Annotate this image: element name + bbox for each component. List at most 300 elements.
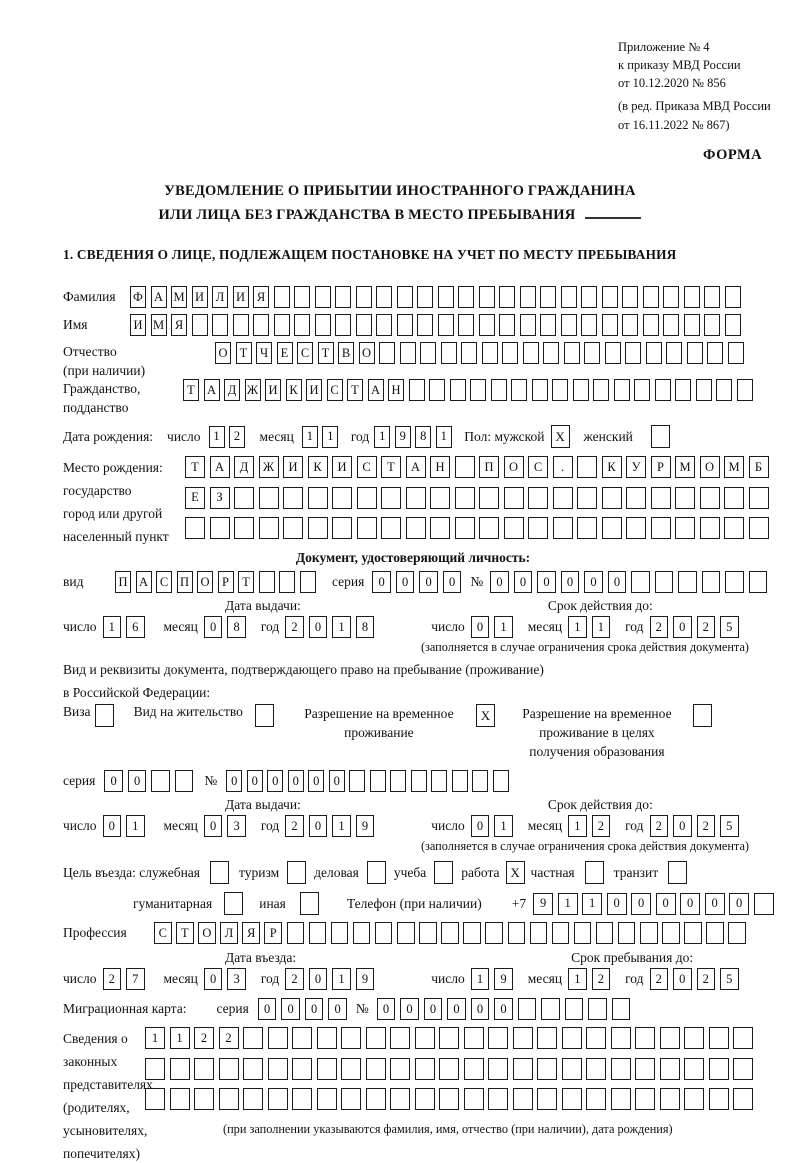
- form-cell: У: [626, 456, 646, 478]
- forma-label: ФОРМА: [703, 147, 763, 163]
- form-cell: О: [215, 342, 231, 364]
- form-cell: [684, 1088, 704, 1110]
- form-cell: 1: [322, 426, 338, 448]
- form-cell: [292, 1058, 312, 1080]
- form-cell: Н: [430, 456, 450, 478]
- form-cell: 2: [650, 815, 669, 837]
- form-cell: [420, 342, 436, 364]
- form-cell: М: [171, 286, 187, 308]
- form-cell: [577, 487, 597, 509]
- form-cell: [455, 517, 475, 539]
- form-cell: 1: [494, 815, 513, 837]
- form-cell: 0: [471, 616, 490, 638]
- form-cell: 0: [447, 998, 466, 1020]
- form-cell: [308, 487, 328, 509]
- form-cell: [479, 286, 495, 308]
- form-cell: [706, 922, 724, 944]
- form-cell: [308, 517, 328, 539]
- form-cell: [375, 922, 393, 944]
- form-cell: [725, 571, 744, 593]
- form-cell: [452, 770, 468, 792]
- stay-date: [431, 968, 753, 990]
- form-cell: 0: [705, 893, 725, 915]
- form-cell: 6: [126, 616, 145, 638]
- form-cell: 2: [229, 426, 245, 448]
- form-cell: 1: [471, 968, 490, 990]
- form-cell: [438, 286, 454, 308]
- business-checkbox: [367, 861, 386, 884]
- form-cell: Н: [388, 379, 404, 401]
- form-cell: 5: [720, 968, 739, 990]
- representatives-label-line6: попечителях): [63, 1146, 140, 1161]
- representatives-label-line2: законных: [63, 1054, 118, 1069]
- form-cell: [397, 922, 415, 944]
- form-cell: [219, 1088, 239, 1110]
- form-cell: [562, 1027, 582, 1049]
- day-label: число: [431, 818, 465, 833]
- form-cell: 8: [227, 616, 246, 638]
- form-cell: 2: [285, 616, 304, 638]
- form-cell: [397, 314, 413, 336]
- day-label: число: [63, 818, 97, 833]
- transit-checkbox: [668, 861, 687, 884]
- work-label: работа: [461, 864, 500, 880]
- form-cell: [754, 893, 774, 915]
- form-cell: [733, 1058, 753, 1080]
- form-cell: [274, 314, 290, 336]
- form-cell: К: [286, 379, 302, 401]
- humanitarian-label: гуманитарная: [133, 895, 213, 911]
- form-cell: [499, 286, 515, 308]
- form-cell: [574, 922, 592, 944]
- form-cell: Е: [277, 342, 293, 364]
- representatives-label-line3: представителях: [63, 1077, 153, 1092]
- doc-iss-month-cells: [204, 616, 251, 638]
- year-label: год: [625, 971, 644, 986]
- permit-val-day-cells: [471, 815, 518, 837]
- legal-line: от 10.12.2020 № 856: [618, 76, 726, 91]
- doc-dates-row: [63, 616, 789, 638]
- edu-permit-line1: Разрешение на временное: [522, 706, 672, 721]
- form-cell: [274, 286, 290, 308]
- form-cell: [562, 1058, 582, 1080]
- private-label: частная: [530, 864, 575, 880]
- form-cell: [704, 314, 720, 336]
- doc-no-label: №: [470, 574, 484, 589]
- form-cell: 1: [568, 815, 587, 837]
- form-cell: 0: [103, 815, 122, 837]
- form-cell: [553, 487, 573, 509]
- form-cell: [175, 770, 194, 792]
- form-cell: [573, 379, 589, 401]
- form-cell: [283, 487, 303, 509]
- form-cell: [700, 517, 720, 539]
- stay-day-cells: [471, 968, 518, 990]
- form-cell: Л: [220, 922, 238, 944]
- sex-male-label: Пол: мужской: [464, 428, 545, 444]
- residence-label: Вид на жительство: [133, 704, 243, 719]
- form-body: [63, 286, 789, 1163]
- form-cell: [335, 286, 351, 308]
- title-blank-line: [585, 204, 641, 219]
- form-cell: [660, 1027, 680, 1049]
- stay-year-cells: [650, 968, 744, 990]
- form-cell: 0: [288, 770, 304, 792]
- form-cell: [581, 314, 597, 336]
- form-cell: [696, 379, 712, 401]
- permit-issue-date: [63, 815, 389, 837]
- form-cell: 0: [309, 968, 328, 990]
- form-cell: 8: [415, 426, 431, 448]
- form-cell: 2: [103, 968, 122, 990]
- form-cell: [309, 922, 327, 944]
- form-cell: 8: [356, 616, 375, 638]
- form-cell: [537, 1058, 557, 1080]
- form-cell: 2: [650, 968, 669, 990]
- edu-permit-checkbox: [693, 704, 712, 727]
- form-title-line2: [0, 204, 800, 228]
- form-cell: 0: [309, 815, 328, 837]
- permit-val-month-cells: [568, 815, 615, 837]
- form-cell: Р: [651, 456, 671, 478]
- form-cell: [561, 314, 577, 336]
- birthplace-label-line4: населенный пункт: [63, 529, 169, 544]
- entry-day-cells: [103, 968, 150, 990]
- form-cell: 0: [680, 893, 700, 915]
- doc-seriya-cells: [372, 571, 466, 593]
- form-cell: 0: [471, 815, 490, 837]
- form-cell: [684, 922, 702, 944]
- form-cell: [294, 314, 310, 336]
- form-cell: [370, 770, 386, 792]
- form-cell: И: [332, 456, 352, 478]
- form-cell: Т: [183, 379, 199, 401]
- name-cells: [130, 314, 745, 336]
- form-cell: [749, 517, 769, 539]
- form-cell: [602, 487, 622, 509]
- patronymic-cells: [215, 342, 748, 364]
- other-checkbox: [300, 892, 319, 915]
- form-cell: [381, 517, 401, 539]
- legal-reference: [618, 38, 771, 134]
- form-cell: [292, 1088, 312, 1110]
- form-cell: [331, 922, 349, 944]
- profession-row: [63, 922, 789, 944]
- form-cell: [417, 286, 433, 308]
- entry-dates-row: [63, 968, 789, 990]
- form-cell: [315, 314, 331, 336]
- legal-line: от 16.11.2022 № 867): [618, 117, 730, 132]
- birthplace-cells-row3: [185, 517, 773, 539]
- form-cell: [317, 1088, 337, 1110]
- form-cell: [431, 770, 447, 792]
- form-cell: А: [368, 379, 384, 401]
- temp-permit-checkbox: X: [476, 704, 495, 727]
- form-cell: [655, 379, 671, 401]
- form-cell: 0: [631, 893, 651, 915]
- birthdate-row: [63, 425, 789, 448]
- form-cell: [234, 517, 254, 539]
- form-cell: [441, 342, 457, 364]
- form-cell: 3: [227, 815, 246, 837]
- form-cell: Л: [212, 286, 228, 308]
- citizenship-label-line2: подданство: [63, 400, 129, 415]
- form-cell: Я: [242, 922, 260, 944]
- form-cell: 0: [328, 998, 347, 1020]
- form-cell: [390, 770, 406, 792]
- form-cell: [700, 487, 720, 509]
- doc-iss-year-cells: [285, 616, 379, 638]
- form-cell: [540, 286, 556, 308]
- migcard-seriya-label: серия: [216, 1001, 249, 1016]
- form-cell: 0: [396, 571, 415, 593]
- form-cell: 0: [490, 571, 509, 593]
- form-cell: [455, 456, 475, 478]
- form-cell: [461, 342, 477, 364]
- form-cell: [622, 286, 638, 308]
- business-label: деловая: [314, 864, 359, 880]
- migcard-no-label: №: [355, 1001, 369, 1016]
- legal-line: к приказу МВД России: [618, 58, 741, 73]
- form-title: [0, 180, 800, 228]
- form-cell: 0: [561, 571, 580, 593]
- form-cell: 0: [443, 571, 462, 593]
- form-cell: А: [136, 571, 152, 593]
- form-cell: И: [283, 456, 303, 478]
- form-cell: [523, 342, 539, 364]
- form-cell: 0: [607, 893, 627, 915]
- form-cell: И: [306, 379, 322, 401]
- form-cell: [602, 286, 618, 308]
- form-cell: [540, 314, 556, 336]
- form-cell: [660, 1058, 680, 1080]
- form-cell: [283, 517, 303, 539]
- migcard-no-cells: [377, 998, 636, 1020]
- representatives-cells-col: [145, 1027, 758, 1137]
- entry-year-cells: [285, 968, 379, 990]
- form-cell: М: [675, 456, 695, 478]
- form-cell: Р: [264, 922, 282, 944]
- form-cell: 1: [332, 968, 351, 990]
- form-cell: [586, 1088, 606, 1110]
- form-cell: [728, 342, 744, 364]
- form-cell: О: [504, 456, 524, 478]
- rightdoc-line2: в Российской Федерации:: [63, 685, 211, 700]
- doc-issued-label: Дата выдачи:: [225, 598, 301, 613]
- form-cell: [219, 1058, 239, 1080]
- form-cell: [709, 1027, 729, 1049]
- form-cell: [439, 1058, 459, 1080]
- staytill-label: Срок пребывания до:: [571, 950, 694, 965]
- purpose-label: Цель въезда: служебная: [63, 864, 200, 880]
- doc-seriya-label: серия: [332, 574, 365, 589]
- permit-seriya-cells: [104, 770, 198, 792]
- birthdate-label: Дата рождения:: [63, 428, 154, 444]
- form-cell: [479, 517, 499, 539]
- form-cell: [268, 1058, 288, 1080]
- form-cell: [684, 1058, 704, 1080]
- form-cell: [612, 998, 631, 1020]
- form-cell: 1: [170, 1027, 190, 1049]
- form-cell: 1: [302, 426, 318, 448]
- form-cell: П: [177, 571, 193, 593]
- form-cell: [317, 1027, 337, 1049]
- form-cell: [520, 286, 536, 308]
- form-cell: [602, 314, 618, 336]
- patronymic-label-line1: Отчество: [63, 344, 117, 359]
- form-cell: 0: [471, 998, 490, 1020]
- form-cell: [479, 487, 499, 509]
- day-label: число: [63, 971, 97, 986]
- form-cell: О: [197, 571, 213, 593]
- form-cell: 2: [697, 968, 716, 990]
- form-cell: 9: [395, 426, 411, 448]
- form-cell: [749, 487, 769, 509]
- form-cell: [520, 314, 536, 336]
- form-cell: И: [265, 379, 281, 401]
- form-cell: [709, 1088, 729, 1110]
- form-cell: [716, 379, 732, 401]
- form-cell: 1: [568, 616, 587, 638]
- profession-cells: [154, 922, 751, 944]
- form-cell: Ж: [259, 456, 279, 478]
- permit-iss-year-cells: [285, 815, 379, 837]
- citizenship-label-line1: Гражданство,: [63, 381, 141, 396]
- form-cell: [356, 286, 372, 308]
- form-cell: [430, 517, 450, 539]
- form-cell: Д: [224, 379, 240, 401]
- form-cell: А: [406, 456, 426, 478]
- form-cell: Р: [218, 571, 234, 593]
- form-cell: 3: [227, 968, 246, 990]
- birthplace-cells-row2: [185, 487, 773, 509]
- form-cell: [464, 1027, 484, 1049]
- month-label: месяц: [163, 619, 198, 634]
- form-cell: 2: [697, 815, 716, 837]
- form-cell: [233, 314, 249, 336]
- form-cell: [335, 314, 351, 336]
- surname-row: [63, 286, 789, 308]
- form-cell: [376, 314, 392, 336]
- form-cell: [513, 1027, 533, 1049]
- form-cell: [415, 1027, 435, 1049]
- birthplace-label-line3: город или другой: [63, 506, 163, 521]
- permit-no-label: №: [204, 773, 218, 788]
- form-cell: 1: [436, 426, 452, 448]
- form-cell: 0: [309, 616, 328, 638]
- form-cell: [625, 342, 641, 364]
- representatives-block: [63, 1027, 789, 1163]
- permit-iss-day-cells: [103, 815, 150, 837]
- form-cell: А: [151, 286, 167, 308]
- form-cell: [646, 342, 662, 364]
- citizenship-label: [63, 379, 183, 417]
- citizenship-row: [63, 379, 789, 417]
- form-cell: Т: [236, 342, 252, 364]
- form-cell: 1: [209, 426, 225, 448]
- year-label: год: [260, 818, 280, 833]
- surname-cells: [130, 286, 745, 308]
- form-cell: 0: [494, 998, 513, 1020]
- transit-label: транзит: [613, 864, 659, 880]
- form-cell: [192, 314, 208, 336]
- form-cell: И: [233, 286, 249, 308]
- representatives-label: [63, 1027, 153, 1163]
- form-cell: С: [156, 571, 172, 593]
- form-cell: [268, 1088, 288, 1110]
- edu-permit-line2: проживание в целях: [539, 725, 655, 740]
- form-cell: [441, 922, 459, 944]
- edu-permit-label: [511, 704, 683, 761]
- form-cell: [537, 1088, 557, 1110]
- permit-validtill-label: Срок действия до:: [547, 797, 653, 812]
- name-row: [63, 314, 789, 336]
- year-label: год: [625, 619, 644, 634]
- form-cell: [602, 517, 622, 539]
- form-cell: [479, 314, 495, 336]
- form-cell: [614, 379, 630, 401]
- form-cell: [605, 342, 621, 364]
- form-cell: 0: [537, 571, 556, 593]
- form-cell: 0: [204, 616, 223, 638]
- form-cell: [145, 1058, 165, 1080]
- form-cell: [438, 314, 454, 336]
- form-cell: [357, 487, 377, 509]
- form-cell: 0: [608, 571, 627, 593]
- representatives-label-line1: Сведения о: [63, 1031, 128, 1046]
- form-cell: [400, 342, 416, 364]
- form-cell: С: [154, 922, 172, 944]
- form-cell: С: [528, 456, 548, 478]
- form-cell: [724, 487, 744, 509]
- birth-month-cells: [302, 426, 343, 448]
- form-cell: [390, 1088, 410, 1110]
- form-cell: [429, 379, 445, 401]
- form-cell: 0: [656, 893, 676, 915]
- form-cell: [584, 342, 600, 364]
- form-cell: [415, 1088, 435, 1110]
- doc-valid-date: [431, 616, 753, 638]
- form-cell: [353, 922, 371, 944]
- form-cell: [662, 922, 680, 944]
- form-cell: П: [115, 571, 131, 593]
- form-cell: 0: [424, 998, 443, 1020]
- form-cell: [724, 517, 744, 539]
- form-cell: [565, 998, 584, 1020]
- form-cell: С: [297, 342, 313, 364]
- form-cell: [588, 998, 607, 1020]
- form-cell: 2: [592, 815, 611, 837]
- form-cell: [675, 517, 695, 539]
- form-cell: Ф: [130, 286, 146, 308]
- form-cell: [332, 487, 352, 509]
- form-cell: [643, 286, 659, 308]
- form-cell: [332, 517, 352, 539]
- month-label: месяц: [259, 428, 294, 444]
- form-cell: [194, 1058, 214, 1080]
- temp-permit-line1: Разрешение на временное: [304, 706, 454, 721]
- form-cell: [666, 342, 682, 364]
- form-cell: [687, 342, 703, 364]
- form-cell: [684, 1027, 704, 1049]
- doc-val-day-cells: [471, 616, 518, 638]
- form-cell: В: [338, 342, 354, 364]
- form-cell: [586, 1058, 606, 1080]
- form-cell: [294, 286, 310, 308]
- official-checkbox: [210, 861, 229, 884]
- plus7-label: +7: [511, 895, 527, 911]
- form-cell: [419, 922, 437, 944]
